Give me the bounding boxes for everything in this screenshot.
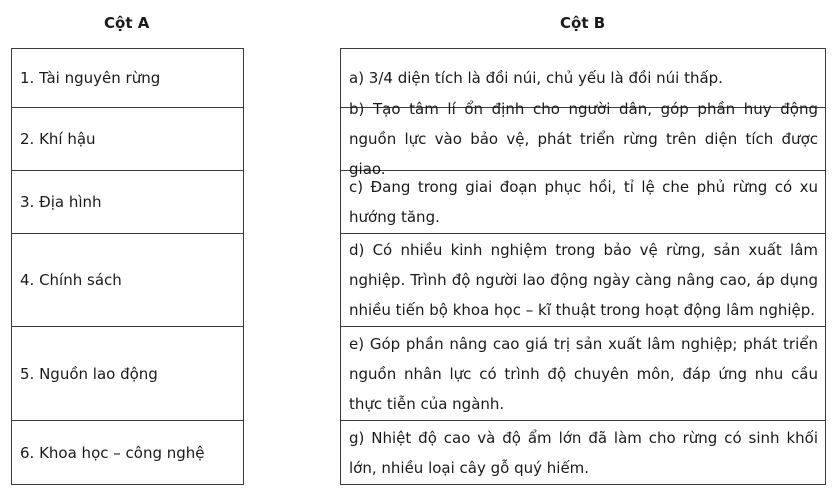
- column-a-text: 1. Tài nguyên rừng: [20, 69, 161, 87]
- column-a-cell-2: [12, 108, 243, 171]
- column-b-cell-e: [341, 327, 825, 421]
- column-b-header: Cột B: [560, 14, 606, 32]
- column-a-text: 4. Chính sách: [20, 271, 122, 289]
- column-b-text: b) Tạo tâm lí ổn định cho người dân, góp phần huy động nguồn lực vào bảo vệ, phát triển rừng trên diện tích được giao.: [349, 100, 818, 178]
- column-b-cell-g: [341, 421, 825, 485]
- column-a-text: 6. Khoa học – công nghệ: [20, 443, 205, 462]
- column-a-cell-6: [12, 421, 243, 485]
- column-b-cell-d: [341, 234, 825, 327]
- column-a-cell-3: [12, 171, 243, 234]
- column-b-text: e) Góp phần nâng cao giá trị sản xuất lâm nghiệp; phát triển nguồn nhân lực có trình độ chuyên môn, đáp ứng nhu cầu thực tiễn của ngành.: [349, 334, 818, 413]
- column-a-cell-4: [12, 234, 243, 327]
- column-b-cell-c: [341, 171, 825, 234]
- column-a-text: 3. Địa hình: [20, 193, 102, 211]
- column-b-text: g) Nhiệt độ cao và độ ẩm lớn đã làm cho rừng có sinh khối lớn, nhiều loại cây gỗ quý hiếm.: [349, 428, 818, 477]
- column-b-text: c) Đang trong giai đoạn phục hồi, tỉ lệ che phủ rừng có xu hướng tăng.: [349, 178, 818, 226]
- column-b-cell-b: [341, 100, 825, 178]
- column-b-table: [340, 48, 826, 485]
- column-a-header: Cột A: [104, 14, 150, 32]
- column-a-text: 5. Nguồn lao động: [20, 364, 158, 383]
- column-b-text: d) Có nhiều kinh nghiệm trong bảo vệ rừng, sản xuất lâm nghiệp. Trình độ người lao động ngày càng nâng cao, áp dụng nhiều tiến bộ khoa học – kĩ thuật trong hoạt động lâm nghiệp.: [349, 241, 818, 319]
- column-a-cell-5: [12, 327, 243, 421]
- column-a-table: [11, 48, 244, 485]
- column-a-cell-1: [12, 49, 243, 108]
- column-b-text: a) 3/4 diện tích là đồi núi, chủ yếu là đồi núi thấp.: [349, 69, 723, 87]
- column-a-text: 2. Khí hậu: [20, 130, 96, 148]
